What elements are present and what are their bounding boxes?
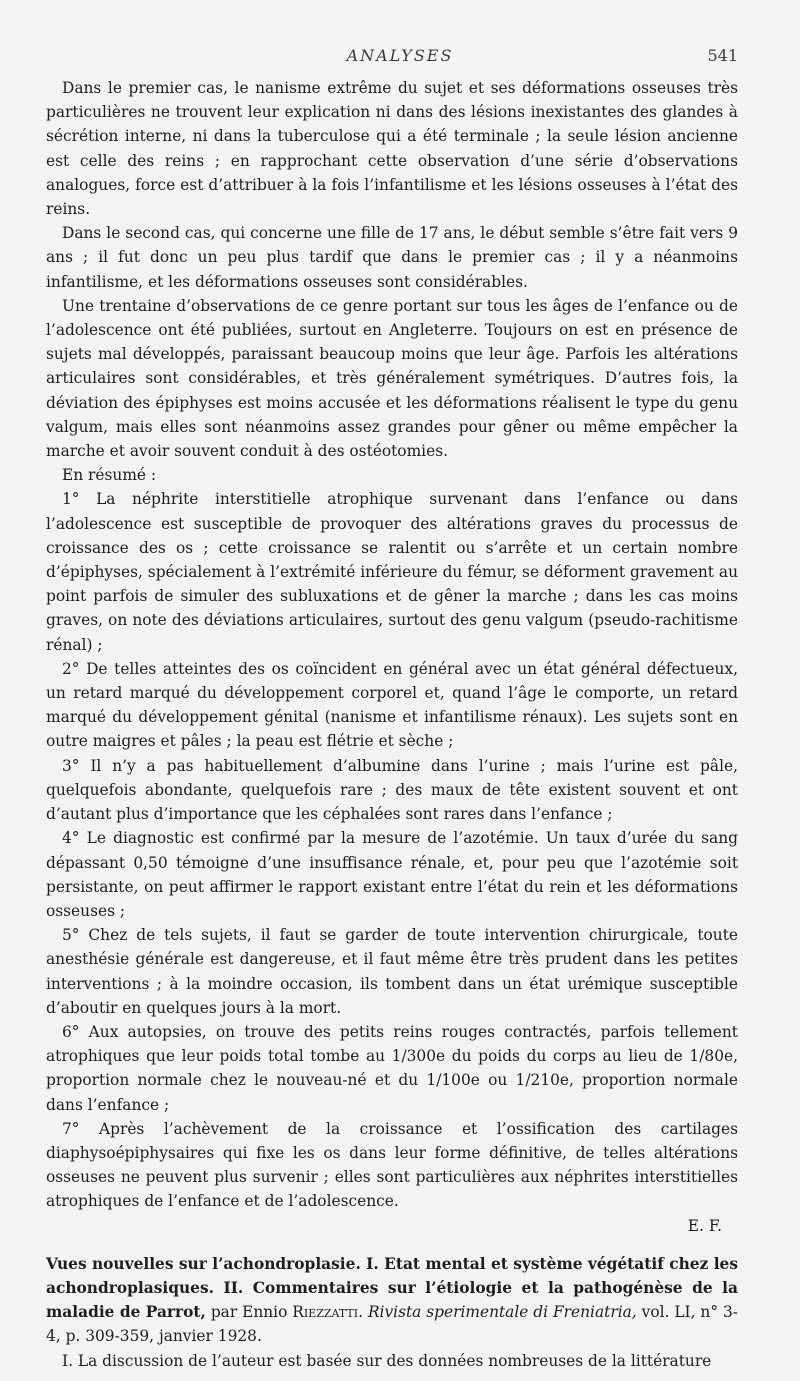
paragraph: Dans le second cas, qui concerne une fille de 17 ans, le début semble s’être fait vers 9 ans ; il fut donc un peu plus tardif que dans le premier cas ; il y a néanmoins infantilisme, et les déformations osseuses sont considérables. xyxy=(46,224,738,291)
review-author: Riezzatti. xyxy=(292,1303,364,1322)
summary-heading: En résumé : xyxy=(62,466,157,485)
summary-item-3: 3° Il n’y a pas habituellement d’albumine dans l’urine ; mais l’urine est pâle, quelquefois abondante, quelquefois rare ; des maux de tête existent souvent et ont d’autant plus d’importance que les céphalées sont rares dans l’enfance ; xyxy=(46,756,738,824)
review-citation: vol. LI, n° 3-4, p. 309-359, janvier 1928. xyxy=(46,1303,738,1346)
summary-item-5: 5° Chez de tels sujets, il faut se garder de toute intervention chirurgicale, toute anesthésie générale est dangereuse, et il faut même être très prudent dans les petites interventions ; à la moindre occasion, ils tombent dans un état urémique susceptible d’aboutir en quelques jours à la mort. xyxy=(46,926,738,1017)
paragraph: Dans le premier cas, le nanisme extrême du sujet et ses déformations osseuses très particulières ne trouvent leur explication ni dans des lésions inexistantes des glandes à sécrétion interne, ni dans la tuberculose qui a été terminale ; la seule lésion ancienne est celle des reins ; en rapprochant cette observation d’une série d’observations analogues, force est d’attribuer à la fois l’infantilisme et les lésions osseuses à l’état des reins. xyxy=(46,79,738,219)
summary-item-7: 7° Après l’achèvement de la croissance et l’ossification des cartilages diaphysoépiphysaires qui fixe les os dans leur forme définitive, de telles altérations osseuses ne peuvent plus survenir ; elles sont particulières aux néphrites interstitielles atrophiques de l’enfance et de l’adolescence. xyxy=(46,1119,738,1211)
reviewer-signature: E. F. xyxy=(687,1216,722,1235)
review-heading xyxy=(46,1252,738,1349)
paragraph: Une trentaine d’observations de ce genre portant sur tous les âges de l’enfance ou de l’adolescence ont été publiées, surtout en Angleterre. Toujours on est en présence de sujets mal développés, paraissant beaucoup moins que leur âge. Parfois les altérations articulaires sont considérables, et très généralement symétriques. D’autres fois, la déviation des épiphyses est moins accusée et les déformations réalisent le type du genu valgum, mais elles sont néanmoins assez grandes pour gêner ou même empêcher la marche et avoir souvent conduit à des ostéotomies. xyxy=(46,296,738,461)
next-review xyxy=(46,1252,738,1373)
review-body-start: I. La discussion de l’auteur est basée sur des données nombreuses de la littérature xyxy=(62,1351,712,1370)
page-header xyxy=(0,46,800,70)
summary-item-4: 4° Le diagnostic est confirmé par la mesure de l’azotémie. Un taux d’urée du sang dépassant 0,50 témoigne d’une insuffisance rénale, et, pour peu que l’azotémie soit persistante, on peut affirmer le rapport existant entre l’état du rein et les déformations osseuses ; xyxy=(46,829,738,920)
running-title: ANALYSES xyxy=(346,46,454,65)
review-by: par Ennio xyxy=(210,1303,288,1322)
review-title: Vues nouvelles sur l’achondroplasie. I. Etat mental et système végétatif chez les achondroplasiques. II. Commentaires sur l’étiologie et la pathogénèse de la maladie de Parrot, xyxy=(46,1254,738,1322)
summary-item-6: 6° Aux autopsies, on trouve des petits reins rouges contractés, parfois tellement atrophiques que leur poids total tombe au 1/300e du poids du corps au lieu de 1/80e, proportion normale chez le nouveau-né et du 1/100e ou 1/210e, proportion normale dans l’enfance ; xyxy=(46,1022,738,1114)
review-journal: Rivista sperimentale di Freniatria, xyxy=(367,1303,637,1322)
summary-item-1: 1° La néphrite interstitielle atrophique survenant dans l’enfance ou dans l’adolescence est susceptible de provoquer des altérations graves du processus de croissance des os ; cette croissance se ralentit ou s’arrête et un certain nombre d’épiphyses, spécialement à l’extrémité inférieure du fémur, se déforment gravement au point parfois de simuler des subluxations et de gêner la marche ; dans les cas moins graves, on note des déviations articulaires, surtout des genu valgum (pseudo-rachitisme rénal) ; xyxy=(46,490,738,654)
article-body xyxy=(46,76,738,1373)
page-number: 541 xyxy=(707,46,738,65)
summary-item-2: 2° De telles atteintes des os coïncident en général avec un état général défectueux, un retard marqué du développement corporel et, quand l’âge le comporte, un retard marqué du développement génital (nanisme et infantilisme rénaux). Les sujets sont en outre maigres et pâles ; la peau est flétrie et sèche ; xyxy=(46,659,738,751)
